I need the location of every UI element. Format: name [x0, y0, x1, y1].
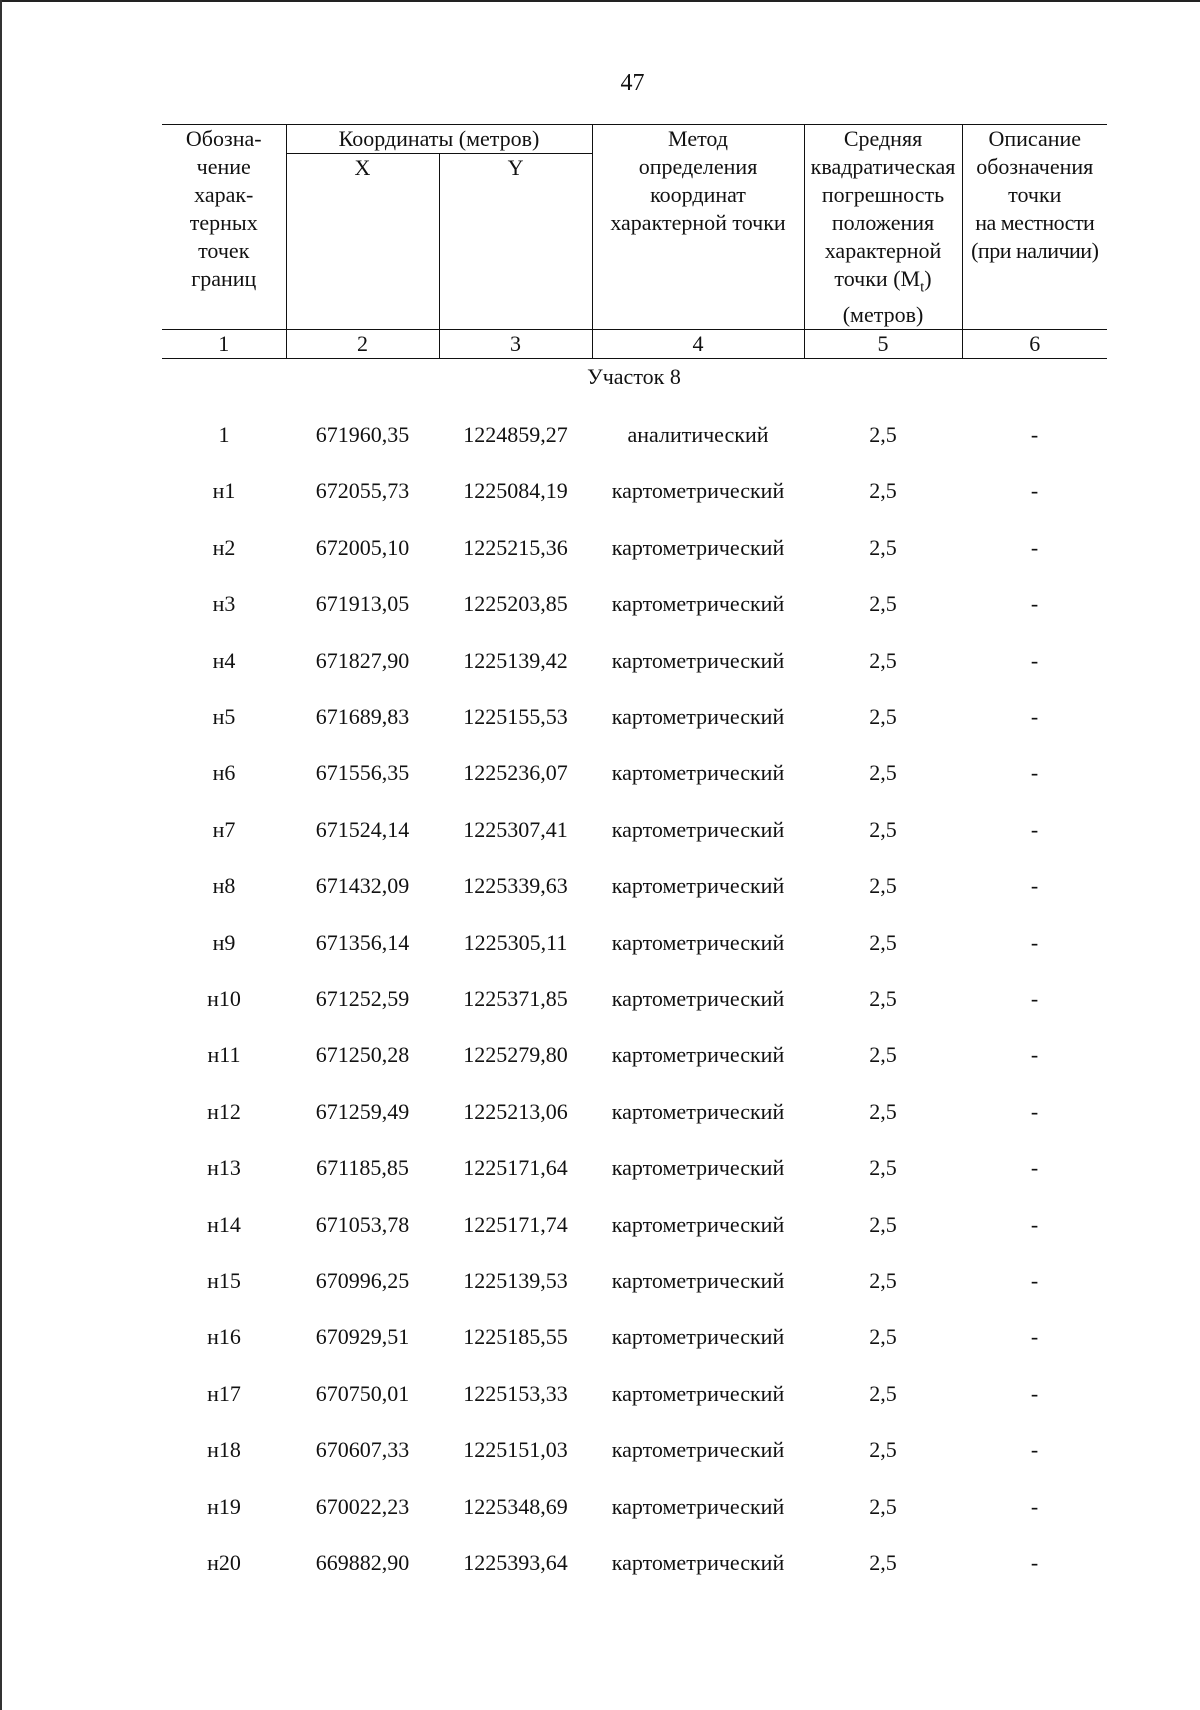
row-point: н19: [207, 1493, 241, 1519]
table-row: [0, 1153, 1200, 1183]
row-point: н12: [207, 1098, 241, 1124]
row-y: 1225236,07: [463, 760, 568, 786]
table-row: [0, 1040, 1200, 1070]
row-y: 1225153,33: [463, 1380, 568, 1406]
row-error: 2,5: [869, 1211, 897, 1237]
table-row: [0, 1492, 1200, 1522]
table-header: [162, 124, 1107, 359]
table-row: [0, 1097, 1200, 1127]
header-description: Описание обозначения точки на местности (при наличии): [962, 125, 1107, 330]
row-point: н5: [212, 704, 236, 729]
row-description: -: [1030, 1324, 1039, 1350]
column-number-6: 6: [962, 330, 1107, 359]
row-y: 1225279,80: [463, 1042, 568, 1068]
row-y: 1225305,11: [463, 929, 568, 955]
header-x: X: [286, 154, 439, 330]
row-x: 670996,25: [315, 1268, 410, 1293]
row-method: картометрический: [611, 1042, 785, 1068]
row-y: 1225215,36: [463, 534, 568, 560]
row-description: -: [1030, 704, 1039, 729]
row-description: -: [1030, 1042, 1039, 1068]
row-error: 2,5: [869, 591, 897, 617]
row-description: -: [1030, 1098, 1039, 1124]
row-error: 2,5: [869, 534, 897, 560]
row-error: 2,5: [869, 478, 897, 504]
row-x: 670607,33: [315, 1437, 410, 1463]
row-x: 671252,59: [315, 986, 410, 1011]
header-method: Метод определения координат характерной точки: [592, 125, 804, 330]
row-error: 2,5: [869, 647, 897, 673]
column-number-5: 5: [804, 330, 962, 359]
row-point: 1: [218, 422, 230, 447]
row-error: 2,5: [869, 929, 897, 955]
table-row: [0, 928, 1200, 958]
row-x: 670750,01: [315, 1380, 410, 1406]
column-number-2: 2: [286, 330, 439, 359]
page-edge-top: [0, 0, 1200, 2]
row-error: 2,5: [869, 760, 897, 786]
row-x: 671053,78: [315, 1211, 410, 1237]
row-y: 1225371,85: [463, 986, 568, 1011]
row-y: 1225339,63: [463, 873, 568, 899]
row-y: 1225185,55: [463, 1324, 568, 1350]
column-number-3: 3: [439, 330, 592, 359]
row-description: -: [1030, 1211, 1039, 1237]
row-error: 2,5: [869, 1042, 897, 1068]
row-point: н14: [207, 1211, 241, 1237]
row-y: 1225348,69: [463, 1493, 568, 1519]
header-mean-square-error: Средняя квадратическая погрешность положения характерной точки $(M_t)$ (метров): [804, 125, 962, 330]
row-description: -: [1030, 1268, 1039, 1293]
row-x: 671913,05: [315, 591, 410, 617]
row-method: картометрический: [611, 591, 785, 617]
table-row: [0, 476, 1200, 506]
row-error: 2,5: [869, 816, 897, 842]
row-description: -: [1030, 1550, 1039, 1575]
row-x: 671432,09: [315, 873, 410, 899]
row-point: н18: [207, 1437, 241, 1463]
row-point: н15: [207, 1268, 241, 1293]
row-x: 670929,51: [315, 1324, 410, 1350]
row-x: 670022,23: [315, 1493, 410, 1519]
row-method: картометрический: [611, 478, 785, 504]
row-description: -: [1030, 986, 1039, 1011]
row-error: 2,5: [869, 1550, 897, 1575]
row-method: картометрический: [611, 760, 785, 786]
row-point: н16: [207, 1324, 241, 1350]
row-description: -: [1030, 929, 1039, 955]
row-description: -: [1030, 1155, 1039, 1181]
row-error: 2,5: [869, 1155, 897, 1181]
row-description: -: [1030, 873, 1039, 899]
table-row: [0, 1322, 1200, 1352]
row-point: н1: [212, 478, 236, 504]
row-y: 1225203,85: [463, 591, 568, 617]
row-method: картометрический: [611, 1380, 785, 1406]
row-description: -: [1030, 422, 1039, 447]
row-method: картометрический: [611, 1098, 785, 1124]
table-row: [0, 702, 1200, 732]
table-row: [0, 1435, 1200, 1465]
row-method: картометрический: [611, 986, 785, 1011]
row-x: 671185,85: [316, 1155, 409, 1181]
row-method: картометрический: [611, 929, 785, 955]
row-error: 2,5: [869, 1098, 897, 1124]
row-error: 2,5: [869, 873, 897, 899]
column-number-4: 4: [592, 330, 804, 359]
row-description: -: [1030, 1380, 1039, 1406]
page-number: 47: [620, 70, 645, 96]
row-y: 1225307,41: [463, 816, 568, 842]
row-y: 1225139,53: [463, 1268, 568, 1293]
row-description: -: [1030, 478, 1039, 504]
row-y: 1225171,74: [463, 1211, 568, 1237]
row-description: -: [1030, 591, 1039, 617]
row-y: 1224859,27: [463, 422, 568, 447]
row-error: 2,5: [869, 1437, 897, 1463]
row-method: картометрический: [611, 1324, 785, 1350]
table-row: [0, 1548, 1200, 1578]
row-x: 671960,35: [315, 422, 410, 447]
table-row: [0, 533, 1200, 563]
table-row: [0, 1379, 1200, 1409]
row-method: картометрический: [611, 704, 785, 729]
header-coordinates: Координаты (метров): [286, 125, 592, 154]
row-description: -: [1030, 1437, 1039, 1463]
row-method: картометрический: [611, 1437, 785, 1463]
row-error: 2,5: [869, 986, 897, 1011]
row-error: 2,5: [869, 422, 897, 447]
row-x: 671524,14: [315, 816, 410, 842]
table-row: [0, 1266, 1200, 1296]
row-description: -: [1030, 760, 1039, 786]
row-point: н17: [207, 1380, 241, 1406]
row-y: 1225155,53: [463, 704, 568, 729]
row-x: 671356,14: [315, 929, 410, 955]
column-number-1: 1: [162, 330, 286, 359]
row-error: 2,5: [869, 1380, 897, 1406]
row-method: картометрический: [611, 1155, 785, 1181]
row-method: картометрический: [611, 647, 785, 673]
row-x: 671250,28: [315, 1042, 410, 1068]
row-error: 2,5: [869, 704, 897, 729]
row-x: 671689,83: [315, 704, 410, 729]
row-x: 671827,90: [315, 647, 410, 673]
row-method: аналитический: [627, 422, 769, 447]
row-y: 1225151,03: [463, 1437, 568, 1463]
row-x: 669882,90: [315, 1550, 410, 1575]
row-error: 2,5: [869, 1493, 897, 1519]
table-row: [0, 984, 1200, 1014]
row-y: 1225213,06: [463, 1098, 568, 1124]
row-point: н10: [207, 986, 241, 1011]
row-description: -: [1030, 534, 1039, 560]
row-description: -: [1030, 647, 1039, 673]
row-point: н7: [212, 816, 236, 842]
row-point: н3: [212, 591, 236, 617]
row-y: 1225171,64: [463, 1155, 568, 1181]
row-point: н2: [212, 534, 236, 560]
table-row: [0, 758, 1200, 788]
header-point-designation: Обозна- чение харак- терных точек границ: [162, 125, 286, 330]
row-point: н11: [207, 1042, 241, 1068]
row-method: картометрический: [611, 1268, 785, 1293]
row-x: 672055,73: [315, 478, 410, 504]
row-method: картометрический: [611, 816, 785, 842]
row-description: -: [1030, 1493, 1039, 1519]
row-point: н6: [212, 760, 236, 786]
row-x: 671259,49: [315, 1098, 410, 1124]
row-point: н8: [212, 873, 236, 899]
table-row: [0, 589, 1200, 619]
header-y: Y: [439, 154, 592, 330]
row-point: н20: [207, 1550, 241, 1575]
row-error: 2,5: [869, 1324, 897, 1350]
row-point: н13: [207, 1155, 241, 1181]
row-method: картометрический: [611, 1493, 785, 1519]
table-row: [0, 420, 1200, 450]
row-description: -: [1030, 816, 1039, 842]
row-method: картометрический: [611, 873, 785, 899]
row-x: 672005,10: [315, 534, 410, 560]
table-row: [0, 871, 1200, 901]
table-row: [0, 1210, 1200, 1240]
row-point: н4: [212, 647, 236, 673]
row-error: 2,5: [869, 1268, 897, 1293]
row-y: 1225084,19: [463, 478, 568, 504]
row-method: картометрический: [611, 534, 785, 560]
table-row: [0, 815, 1200, 845]
row-point: н9: [212, 929, 236, 955]
table-row: [0, 646, 1200, 676]
row-x: 671556,35: [315, 760, 410, 786]
row-method: картометрический: [611, 1550, 785, 1575]
row-method: картометрический: [611, 1211, 785, 1237]
section-title: Участок 8: [587, 364, 681, 389]
row-y: 1225139,42: [463, 647, 568, 673]
row-y: 1225393,64: [463, 1550, 568, 1575]
